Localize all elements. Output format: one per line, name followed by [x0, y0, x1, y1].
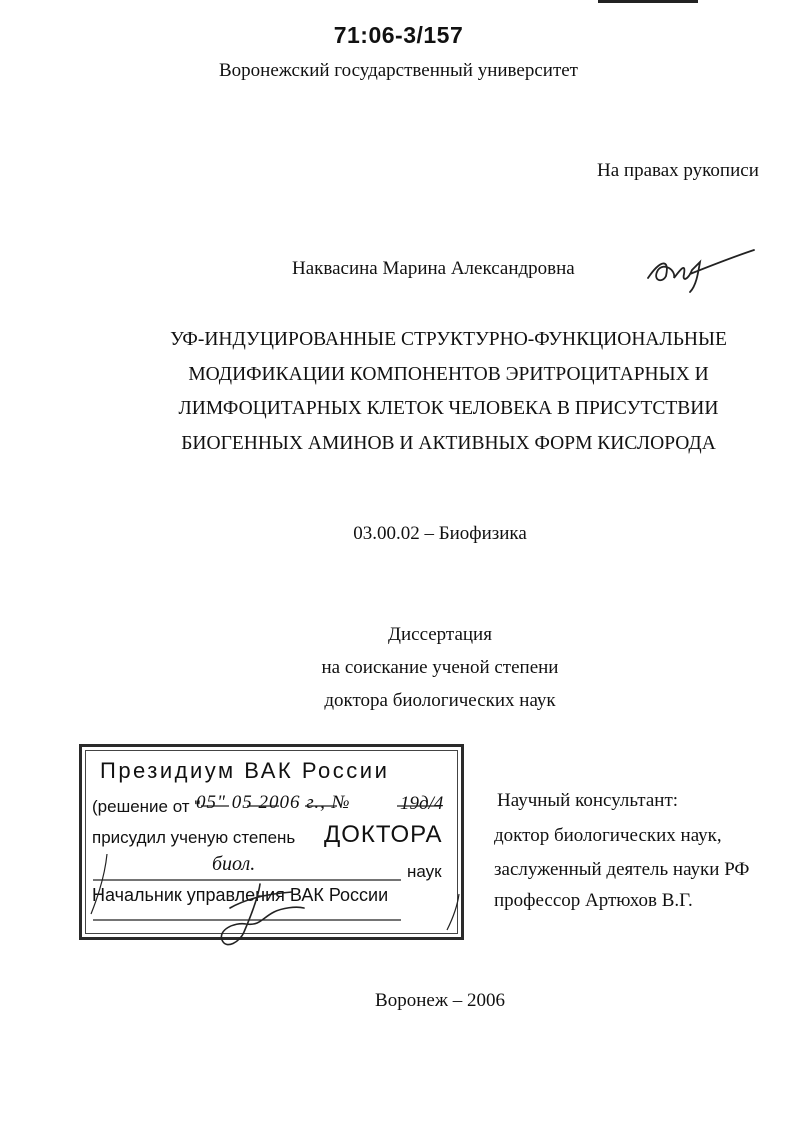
dissertation-degree: доктора биологических наук: [324, 690, 556, 711]
document-code: 71:06-3/157: [333, 22, 464, 48]
stamp-degree: ДОКТОРА: [324, 821, 443, 848]
stamp-decision-number: 19д/4: [400, 793, 444, 814]
stamp-awarded-label: присудил ученую степень: [92, 828, 296, 847]
advisor-role: Научный консультант:: [497, 790, 679, 811]
stamp-title: Президиум ВАК России: [100, 758, 390, 783]
advisor-name: профессор Артюхов В.Г.: [494, 890, 693, 911]
author-signature-icon: [640, 240, 760, 300]
top-edge-line: [598, 0, 698, 3]
stamp-decision-label: (решение от ": [92, 797, 201, 816]
title-line-4: БИОГЕННЫХ АМИНОВ И АКТИВНЫХ ФОРМ КИСЛОРОДА: [181, 432, 716, 454]
stamp-decision-date: 05" 05 2006 г., №: [196, 792, 351, 813]
dissertation-purpose: на соискание ученой степени: [321, 657, 559, 678]
title-line-3: ЛИМФОЦИТАРНЫХ КЛЕТОК ЧЕЛОВЕКА В ПРИСУТСТВИИ: [178, 398, 719, 419]
stamp-science-handwritten: биол.: [212, 853, 256, 875]
specialty-code: 03.00.02 – Биофизика: [353, 523, 527, 544]
stamp-head-label: Начальник управления ВАК России: [92, 885, 389, 905]
dissertation-title: [100, 323, 797, 461]
author-name: Наквасина Марина Александровна: [292, 258, 575, 279]
stamp-sciences-suffix: наук: [407, 862, 442, 881]
title-line-1: УФ-ИНДУЦИРОВАННЫЕ СТРУКТУРНО-ФУНКЦИОНАЛЬНЫЕ: [170, 329, 727, 350]
university-name: Воронежский государственный университет: [218, 60, 578, 81]
dissertation-type: Диссертация: [388, 624, 492, 645]
title-line-2: МОДИФИКАЦИИ КОМПОНЕНТОВ ЭРИТРОЦИТАРНЫХ И: [188, 363, 709, 385]
advisor-title: заслуженный деятель науки РФ: [494, 859, 750, 880]
advisor-degree: доктор биологических наук,: [494, 825, 722, 846]
manuscript-rights: На правах рукописи: [597, 160, 759, 181]
stamp-signature-icon: [200, 878, 310, 956]
city-year: Воронеж – 2006: [375, 990, 505, 1011]
